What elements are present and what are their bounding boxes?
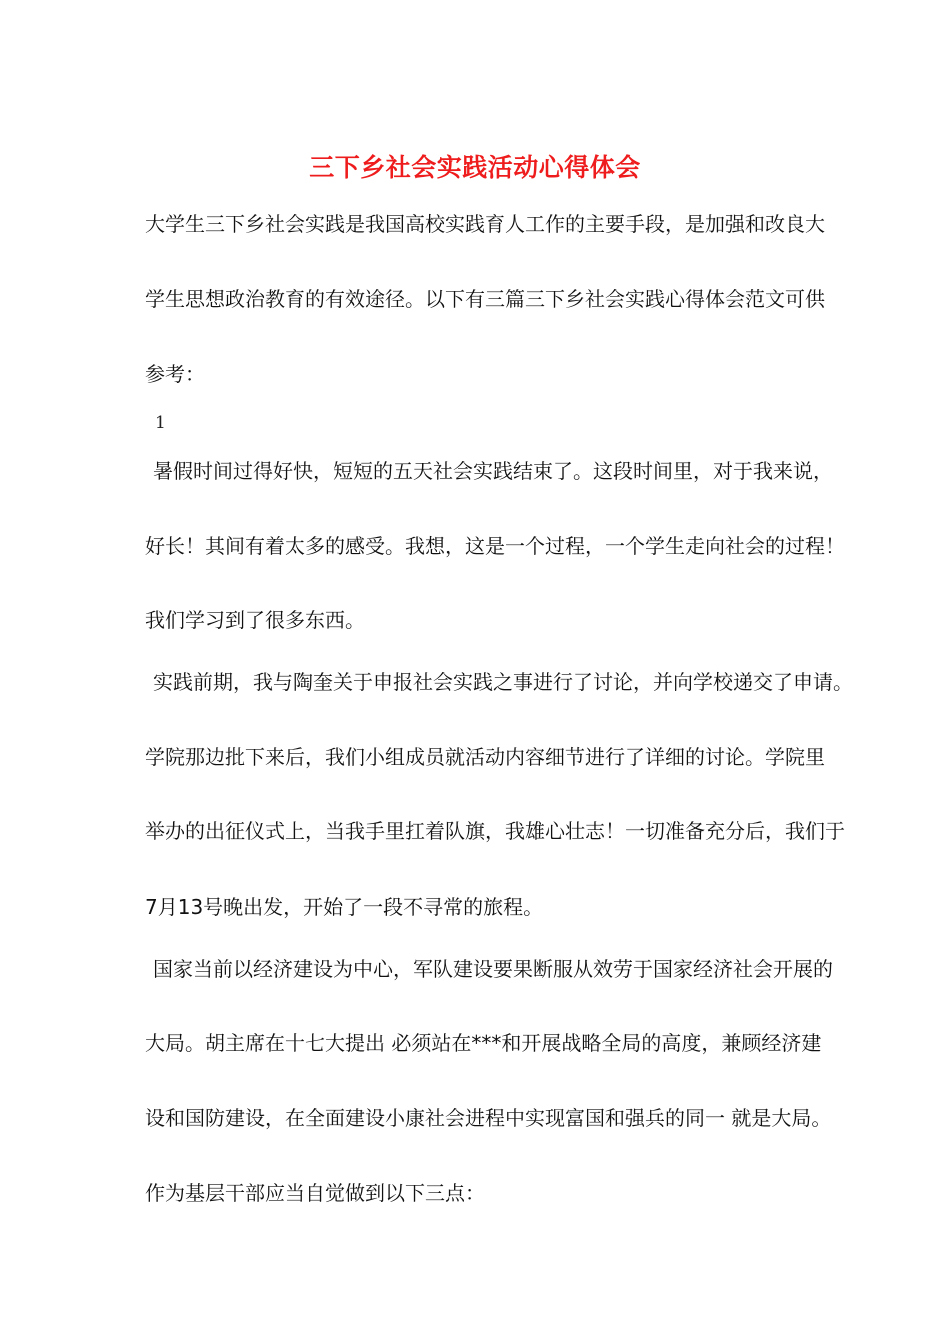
intro-line-3: 参考： — [145, 362, 205, 386]
paragraph3-line-3: 设和国防建设，在全面建设小康社会进程中实现富国和强兵的同一 就是大局。 — [145, 1106, 832, 1130]
paragraph2-line-2: 学院那边批下来后，我们小组成员就活动内容细节进行了详细的讨论。学院里 — [145, 745, 825, 769]
intro-line-2: 学生思想政治教育的有效途径。以下有三篇三下乡社会实践心得体会范文可供 — [145, 287, 825, 311]
paragraph2-line-3: 举办的出征仪式上，当我手里扛着队旗，我雄心壮志！一切准备充分后，我们于 — [145, 819, 845, 843]
paragraph2-line-1: 实践前期，我与陶奎关于申报社会实践之事进行了讨论，并向学校递交了申请。 — [153, 670, 853, 694]
document-title: 三下乡社会实践活动心得体会 — [309, 153, 641, 182]
section-number: 1 — [155, 413, 166, 433]
intro-line-1: 大学生三下乡社会实践是我国高校实践育人工作的主要手段，是加强和改良大 — [145, 212, 825, 236]
paragraph3-line-2: 大局。胡主席在十七大提出 必须站在***和开展战略全局的高度，兼顾经济建 — [145, 1031, 822, 1055]
paragraph3-line-1: 国家当前以经济建设为中心，军队建设要果断服从效劳于国家经济社会开展的 — [153, 957, 833, 981]
paragraph1-line-1: 暑假时间过得好快，短短的五天社会实践结束了。这段时间里，对于我来说， — [153, 459, 833, 483]
paragraph1-line-3: 我们学习到了很多东西。 — [145, 608, 365, 632]
paragraph3-line-4: 作为基层干部应当自觉做到以下三点： — [145, 1181, 485, 1205]
paragraph2-line-4: 7月13号晚出发，开始了一段不寻常的旅程。 — [145, 895, 544, 919]
paragraph1-line-2: 好长！其间有着太多的感受。我想，这是一个过程，一个学生走向社会的过程！ — [145, 534, 845, 558]
